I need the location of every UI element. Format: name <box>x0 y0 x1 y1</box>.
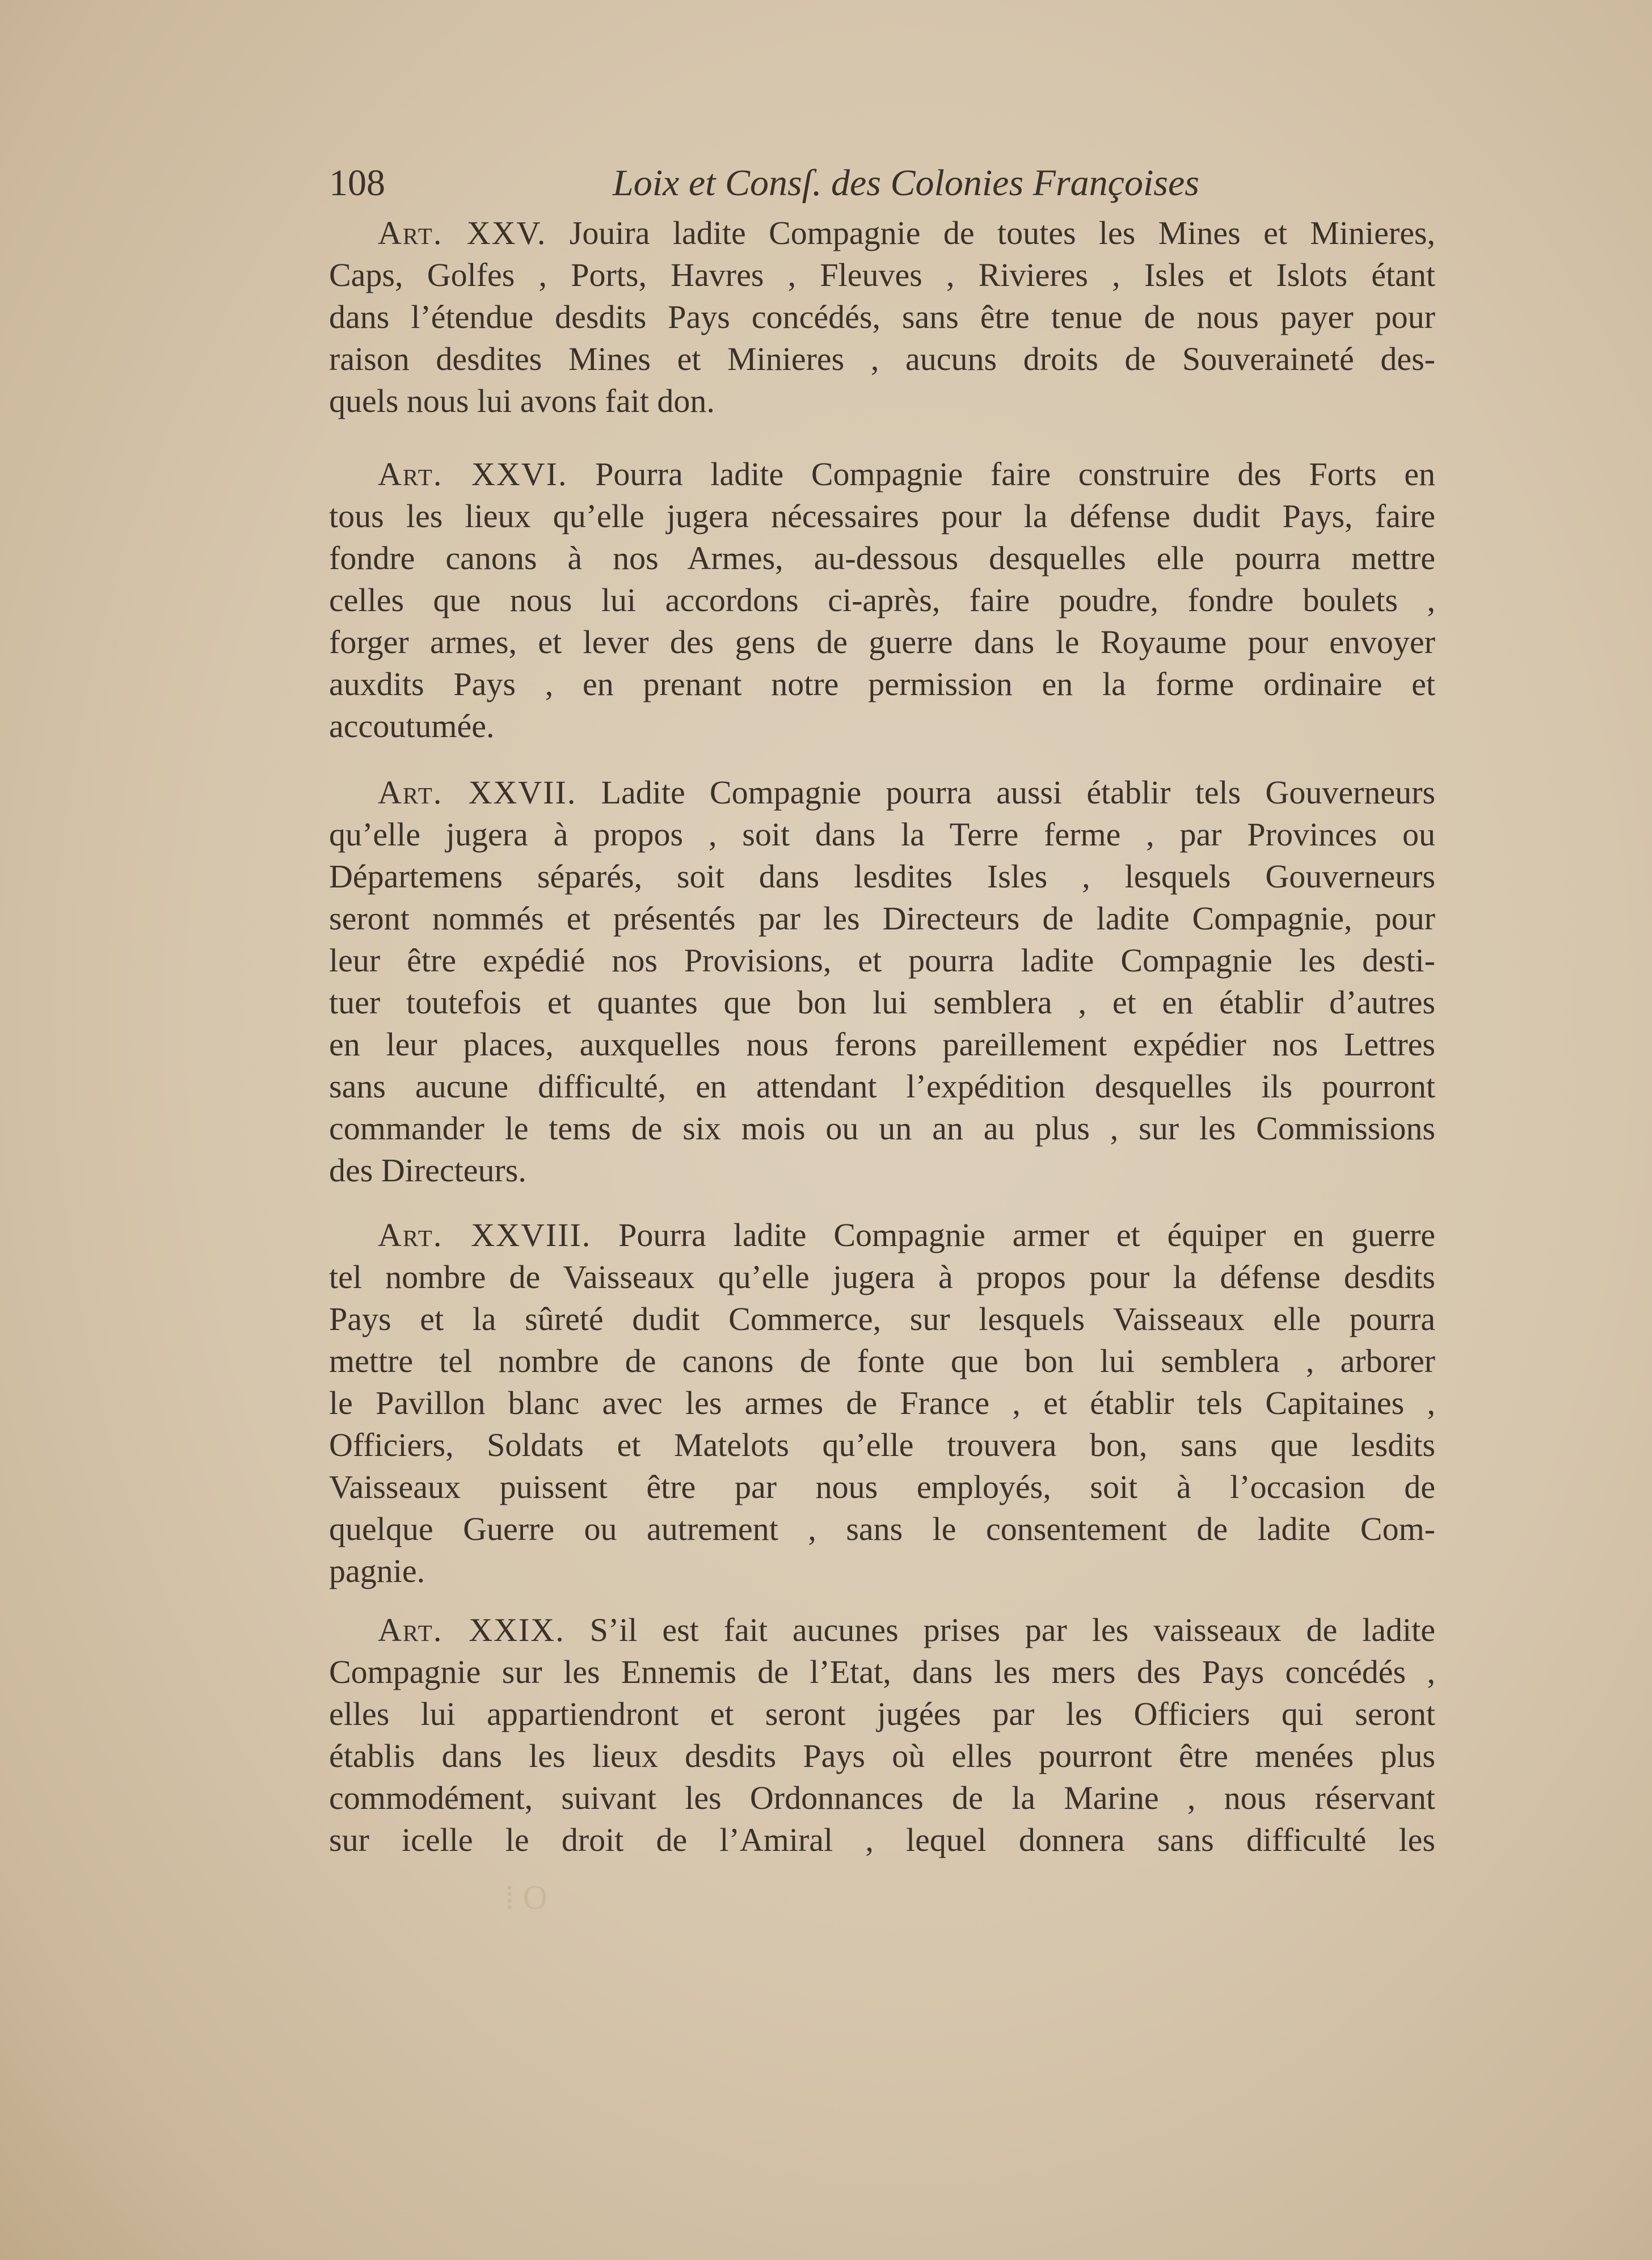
text-line <box>329 1651 1435 1693</box>
text-line <box>329 254 1435 296</box>
line-text: Pourra ladite Compagnie faire construire des Forts en <box>595 456 1435 493</box>
line-text: établis dans les lieux desdits Pays où elles pourront être menées plus <box>329 1737 1435 1774</box>
text-line <box>329 212 1435 254</box>
text-line <box>329 1466 1435 1508</box>
line-text: pagnie. <box>329 1552 425 1589</box>
line-text: commander le tems de six mois ou un an au plus , sur les Commissions <box>329 1110 1435 1147</box>
line-text: accoutumée. <box>329 708 495 744</box>
text-line <box>329 1298 1435 1340</box>
text-line <box>329 1819 1435 1861</box>
line-text: Pourra ladite Compagnie armer et équiper en guerre <box>618 1217 1436 1253</box>
article-label: Art. XXVI. <box>378 456 568 493</box>
article-paragraph <box>329 772 1435 1192</box>
line-text: auxdits Pays , en prenant notre permission en la forme ordinaire et <box>329 666 1435 702</box>
text-line <box>329 453 1435 495</box>
line-text: Caps, Golfes , Ports, Havres , Fleuves , Rivieres , Isles et Islots étant <box>329 256 1435 293</box>
text-line <box>329 898 1435 940</box>
article-label: Art. XXV. <box>378 214 547 251</box>
article-label: Art. XXIX. <box>378 1611 565 1648</box>
text-line <box>329 1066 1435 1108</box>
text-line <box>329 1735 1435 1777</box>
text-line <box>329 296 1435 338</box>
line-text: leur être expédié nos Provisions, et pourra ladite Compagnie les desti- <box>329 942 1435 979</box>
text-line <box>329 663 1435 705</box>
line-text: en leur places, auxquelles nous ferons pareillement expédier nos Lettres <box>329 1026 1435 1063</box>
text-line <box>329 1508 1435 1550</box>
text-line <box>329 495 1435 537</box>
line-text: quels nous lui avons fait don. <box>329 382 715 419</box>
line-text: quelque Guerre ou autrement , sans le consentement de ladite Com- <box>329 1510 1435 1547</box>
line-text: tel nombre de Vaisseaux qu’elle jugera à propos pour la défense desdits <box>329 1259 1435 1295</box>
text-line <box>329 814 1435 856</box>
line-text: Ladite Compagnie pourra aussi établir tels Gouverneurs <box>601 774 1435 811</box>
line-text: fondre canons à nos Armes, au-dessous desquelles elle pourra mettre <box>329 540 1435 576</box>
line-text: elles lui appartiendront et seront jugées par les Officiers qui seront <box>329 1695 1435 1732</box>
page-number: 108 <box>329 162 385 204</box>
text-line <box>329 380 1435 422</box>
line-text: le Pavillon blanc avec les armes de France , et établir tels Capitaines , <box>329 1384 1435 1421</box>
line-text: des Directeurs. <box>329 1152 526 1189</box>
text-line <box>329 338 1435 380</box>
running-title: Loix et Consſ. des Colonies Françoises <box>613 162 1199 204</box>
text-line <box>329 1108 1435 1150</box>
text-line <box>329 1150 1435 1192</box>
article-paragraph <box>329 1609 1435 1861</box>
text-line <box>329 1214 1435 1256</box>
bleed-through-mark: ⁞ O <box>505 1879 547 1916</box>
text-line <box>329 1024 1435 1066</box>
line-text: seront nommés et présentés par les Directeurs de ladite Compagnie, pour <box>329 900 1435 937</box>
line-text: celles que nous lui accordons ci-après, faire poudre, fondre boulets , <box>329 582 1435 618</box>
article-label: Art. XXVIII. <box>378 1217 592 1253</box>
text-line <box>329 1693 1435 1735</box>
line-text: Officiers, Soldats et Matelots qu’elle trouvera bon, sans que lesdits <box>329 1426 1435 1463</box>
line-text: mettre tel nombre de canons de fonte que bon lui semblera , arborer <box>329 1342 1435 1379</box>
text-line <box>329 1382 1435 1424</box>
text-line <box>329 1340 1435 1382</box>
line-text: dans l’étendue desdits Pays concédés, sans être tenue de nous payer pour <box>329 298 1435 335</box>
line-text: raison desdites Mines et Minieres , aucuns droits de Souveraineté des- <box>329 340 1435 377</box>
article-paragraph <box>329 1214 1435 1592</box>
line-text: sur icelle le droit de l’Amiral , lequel donnera sans difficulté les <box>329 1821 1435 1858</box>
text-line <box>329 705 1435 747</box>
text-line <box>329 940 1435 982</box>
line-text: forger armes, et lever des gens de guerre dans le Royaume pour envoyer <box>329 624 1435 660</box>
article-paragraph <box>329 212 1435 422</box>
article-label: Art. XXVII. <box>378 774 577 811</box>
text-line <box>329 1256 1435 1298</box>
line-text: tous les lieux qu’elle jugera nécessaires pour la défense dudit Pays, faire <box>329 498 1435 535</box>
text-line <box>329 1777 1435 1819</box>
line-text: commodément, suivant les Ordonnances de la Marine , nous réservant <box>329 1779 1435 1816</box>
line-text: tuer toutefois et quantes que bon lui semblera , et en établir d’autres <box>329 984 1435 1021</box>
text-line <box>329 537 1435 579</box>
running-header <box>329 162 1435 213</box>
line-text: Compagnie sur les Ennemis de l’Etat, dans les mers des Pays concédés , <box>329 1653 1435 1690</box>
line-text: Pays et la sûreté dudit Commerce, sur lesquels Vaisseaux elle pourra <box>329 1301 1435 1337</box>
text-line <box>329 856 1435 898</box>
line-text: qu’elle jugera à propos , soit dans la Terre ferme , par Provinces ou <box>329 816 1435 853</box>
article-paragraph <box>329 453 1435 747</box>
line-text: S’il est fait aucunes prises par les vaisseaux de ladite <box>589 1611 1435 1648</box>
line-text: sans aucune difficulté, en attendant l’expédition desquelles ils pourront <box>329 1068 1435 1105</box>
text-line <box>329 772 1435 814</box>
text-line <box>329 579 1435 621</box>
line-text: Jouira ladite Compagnie de toutes les Mines et Minieres, <box>569 214 1436 251</box>
text-line <box>329 1609 1435 1651</box>
text-line <box>329 982 1435 1024</box>
text-line <box>329 1424 1435 1466</box>
line-text: Départemens séparés, soit dans lesdites Isles , lesquels Gouverneurs <box>329 858 1435 895</box>
text-line <box>329 621 1435 663</box>
text-line <box>329 1550 1435 1592</box>
line-text: Vaisseaux puissent être par nous employés, soit à l’occasion de <box>329 1468 1435 1505</box>
